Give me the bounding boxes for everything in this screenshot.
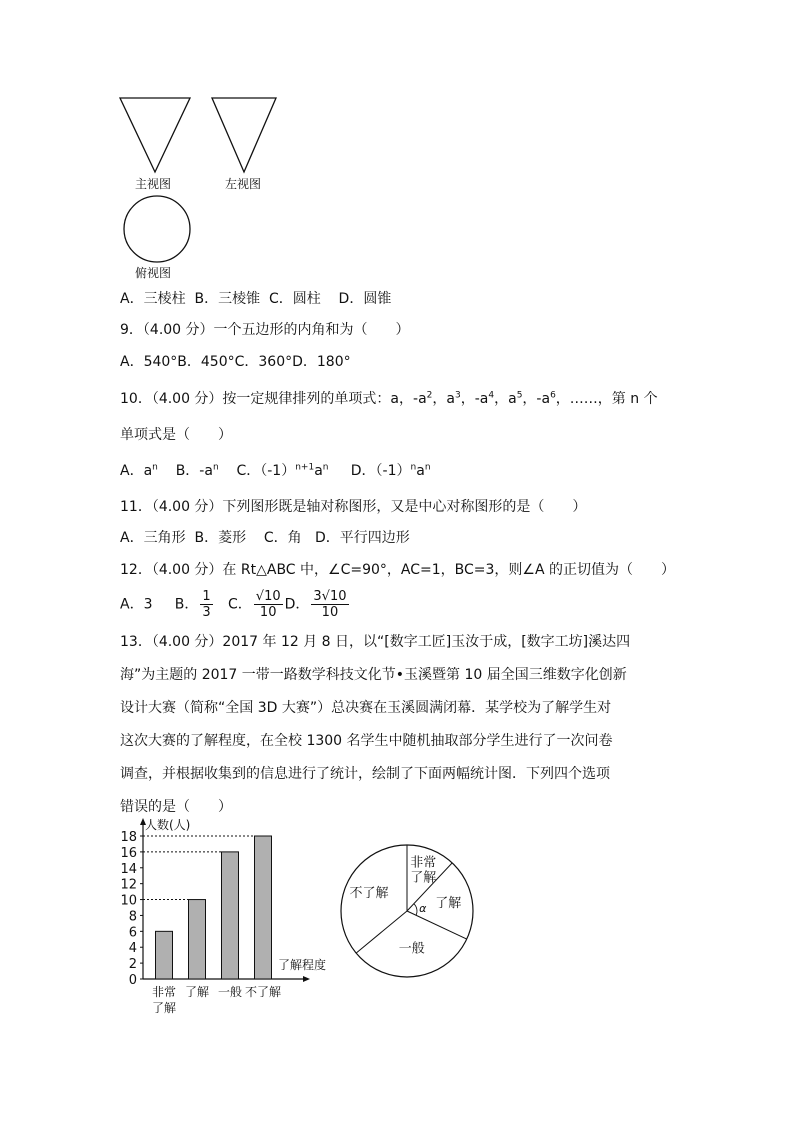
y-tick-label: 6 (128, 925, 137, 941)
q10-stem: 10．（4.00 分）按一定规律排列的单项式：a，$-a^2$，$a^3$，$-a^4$，$a^5$，$-a^6$，……，第 n 个 (120, 390, 658, 407)
x-axis-arrow (303, 976, 310, 982)
y-tick-label: 8 (128, 909, 137, 925)
q13-line-2: 海”为主题的 2017 一带一路数学科技文化节•玉溪暨第 10 届全国三维数字化创新 (120, 667, 627, 683)
fraction-one-third: $\frac{1}{3}$ (202, 589, 211, 620)
y-tick-label: 18 (120, 830, 137, 845)
q12-options: A．3 B． $\frac{1}{3}$ C． $\frac{√10}{10}$ D． $\frac{3√10}{10}$ (120, 589, 347, 620)
y-tick-label: 4 (128, 941, 137, 957)
left-view-triangle (212, 98, 276, 172)
y-tick-label: 0 (128, 973, 137, 988)
q13-line-5: 调查，并根据收集到的信息进行了统计，绘制了下面两幅统计图．下列四个选项 (120, 766, 610, 782)
angle-alpha-label: α (419, 902, 427, 915)
pie-label-1: 了解 (410, 870, 437, 886)
pie-label-3: 一般 (398, 941, 425, 957)
bar-1 (156, 931, 173, 979)
x-category-label: 了解 (184, 985, 210, 999)
y-tick-label: 16 (120, 845, 137, 861)
x-axis-label: 了解程度 (278, 958, 327, 972)
q13-line-6: 错误的是（ ） (120, 799, 232, 815)
q11-options: A．三角形 B．菱形 C．角 D．平行四边形 (120, 530, 410, 546)
x-category-label: 一般 (217, 985, 243, 999)
y-axis-label: 人数(人) (145, 818, 191, 832)
y-tick-label: 2 (128, 957, 137, 973)
fraction-sqrt10-over-10: $\frac{√10}{10}$ (255, 589, 281, 620)
x-category-label: 非常 (151, 985, 177, 999)
q13-line-1: 13．（4.00 分）2017 年 12 月 8 日，以“[数字工匠]玉汝于成，[数字工坊]溪达四 (120, 634, 631, 650)
q9-options: A．540°B．450°C．360°D．180° (120, 354, 351, 370)
q9-stem: 9．（4.00 分）一个五边形的内角和为（ ） (120, 322, 410, 338)
q10-options: A．$a^n$ B．$-a^n$ C．$(-1)^{n+1}a^n$ D．$(-1)^na^n$ (120, 462, 431, 479)
pie-chart (335, 840, 485, 985)
q13-line-4: 这次大赛的了解程度，在全校 1300 名学生中随机抽取部分学生进行了一次问卷 (120, 733, 613, 749)
bar-3 (222, 852, 239, 979)
q8-options: A．三棱柱 B．三棱锥 C．圆柱 D．圆锥 (120, 291, 392, 307)
front-view-label: 主视图 (135, 177, 172, 191)
bar-2 (189, 900, 206, 979)
bar-4 (255, 836, 272, 979)
pie-label-2: 了解 (435, 896, 462, 912)
left-view-label: 左视图 (225, 177, 262, 191)
x-category-label: 了解 (151, 1001, 177, 1015)
front-view-triangle (120, 98, 190, 172)
bar-chart (110, 815, 350, 1020)
pie-label-1: 非常 (410, 855, 437, 871)
y-tick-label: 12 (120, 877, 137, 893)
y-tick-label: 14 (120, 861, 137, 877)
q13-line-3: 设计大赛（简称“全国 3D 大赛”）总决赛在玉溪圆满闭幕．某学校为了解学生对 (120, 700, 612, 716)
top-view-label: 俯视图 (135, 266, 172, 280)
q10-stem-line2: 单项式是（ ） (120, 427, 232, 443)
pie-label-4: 不了解 (349, 886, 389, 902)
y-tick-label: 10 (120, 893, 137, 909)
fraction-3sqrt10-over-10: $\frac{3√10}{10}$ (313, 589, 347, 620)
x-category-label: 不了解 (244, 985, 282, 999)
q11-stem: 11．（4.00 分）下列图形既是轴对称图形，又是中心对称图形的是（ ） (120, 499, 587, 515)
top-view-circle (124, 196, 190, 262)
q12-stem: 12．（4.00 分）在 Rt△ABC 中，∠C=90°，AC=1，BC=3，则∠A 的正切值为（ ） (120, 562, 675, 578)
